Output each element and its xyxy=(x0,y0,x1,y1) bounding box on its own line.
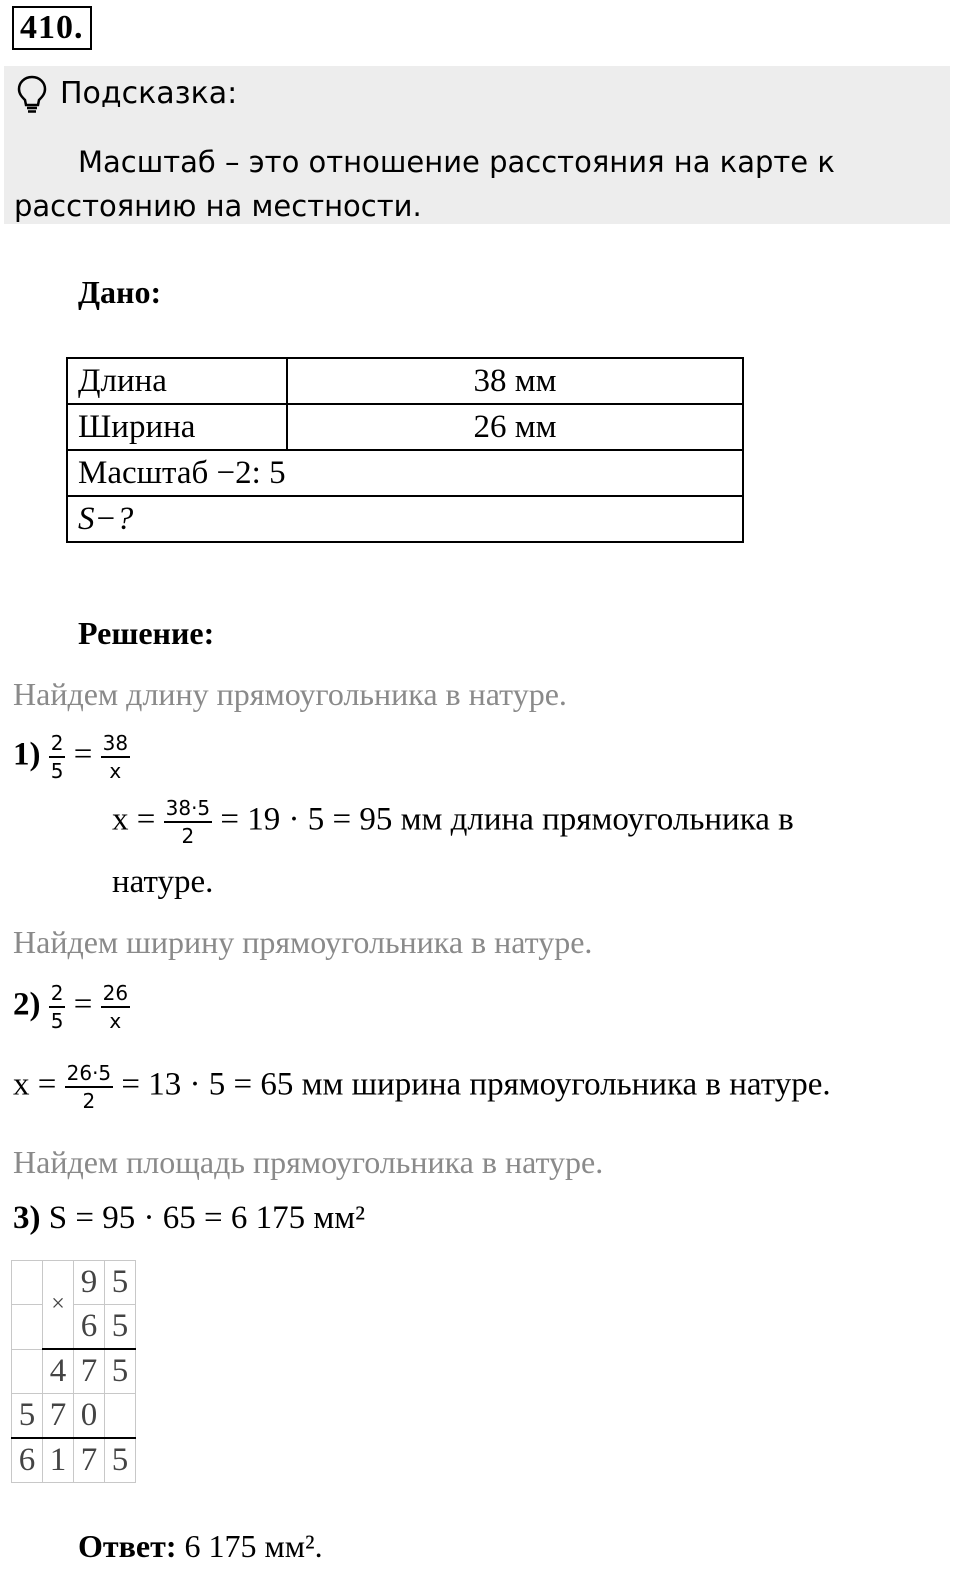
table-row xyxy=(67,358,743,404)
given-label-length: Длина xyxy=(67,358,287,404)
note-area: Найдем площадь прямоугольника в натуре. xyxy=(13,1144,604,1180)
given-value-width: 26 мм xyxy=(287,404,743,450)
given-label-width: Ширина xyxy=(67,404,287,450)
step1-tail: натуре. xyxy=(112,864,214,900)
multiplication-grid xyxy=(11,1260,136,1483)
table-row xyxy=(67,404,743,450)
given-value-length: 38 мм xyxy=(287,358,743,404)
step1-solution: x = $\frac{38\cdot 5}{2}$ = 19 · 5 = 95 мм длина прямоугольника в xyxy=(112,796,794,848)
solution-heading: Решение: xyxy=(78,615,215,651)
hint-title: Подсказка: xyxy=(60,76,238,111)
table-row: 4 7 5 xyxy=(12,1349,136,1394)
lightbulb-icon xyxy=(16,74,48,114)
step1-equation: 1) $\frac{2}{5}$ = $\frac{38}{x}$ xyxy=(13,731,129,783)
fraction: $\frac{2}{5}$ xyxy=(50,731,64,783)
answer xyxy=(78,1528,323,1565)
fraction: $\frac{26}{x}$ xyxy=(102,981,129,1033)
step3-expression: S = 95 · 65 = 6 175 мм² xyxy=(48,1200,365,1236)
answer-label: Ответ: xyxy=(78,1528,177,1564)
step2-label: 2) xyxy=(13,986,41,1023)
given-scale: Масштаб −2: 5 xyxy=(67,450,743,496)
table-row: 6 5 xyxy=(12,1305,136,1350)
hint-text: Масштаб – это отношение расстояния на карте к расстоянию на местности. xyxy=(14,145,835,223)
table-row: 6 1 7 5 xyxy=(12,1438,136,1483)
step3-label: 3) xyxy=(13,1200,41,1236)
table-row: 5 7 0 xyxy=(12,1394,136,1439)
table-row: × 9 5 xyxy=(12,1261,136,1305)
table-row xyxy=(67,450,743,496)
multiply-sign: × xyxy=(43,1261,74,1350)
task-number: 410. xyxy=(12,6,92,50)
given-heading: Дано: xyxy=(78,274,162,310)
fraction: $\frac{38\cdot 5}{2}$ xyxy=(165,796,211,848)
step2-equation: 2) $\frac{2}{5}$ = $\frac{26}{x}$ xyxy=(13,981,129,1033)
given-find: S−? xyxy=(67,496,743,542)
fraction: $\frac{26\cdot 5}{2}$ xyxy=(66,1061,112,1113)
fraction: $\frac{2}{5}$ xyxy=(50,981,64,1033)
note-width: Найдем ширину прямоугольника в натуре. xyxy=(13,924,593,960)
answer-value: 6 175 мм². xyxy=(184,1528,323,1564)
fraction: $\frac{38}{x}$ xyxy=(102,731,129,783)
step2-solution: x = $\frac{26\cdot 5}{2}$ = 13 · 5 = 65 мм ширина прямоугольника в натуре. xyxy=(13,1061,831,1113)
table-row xyxy=(67,496,743,542)
given-table xyxy=(66,357,744,543)
step3-equation xyxy=(13,1200,365,1237)
step1-label: 1) xyxy=(13,736,41,773)
note-length: Найдем длину прямоугольника в натуре. xyxy=(13,676,567,712)
